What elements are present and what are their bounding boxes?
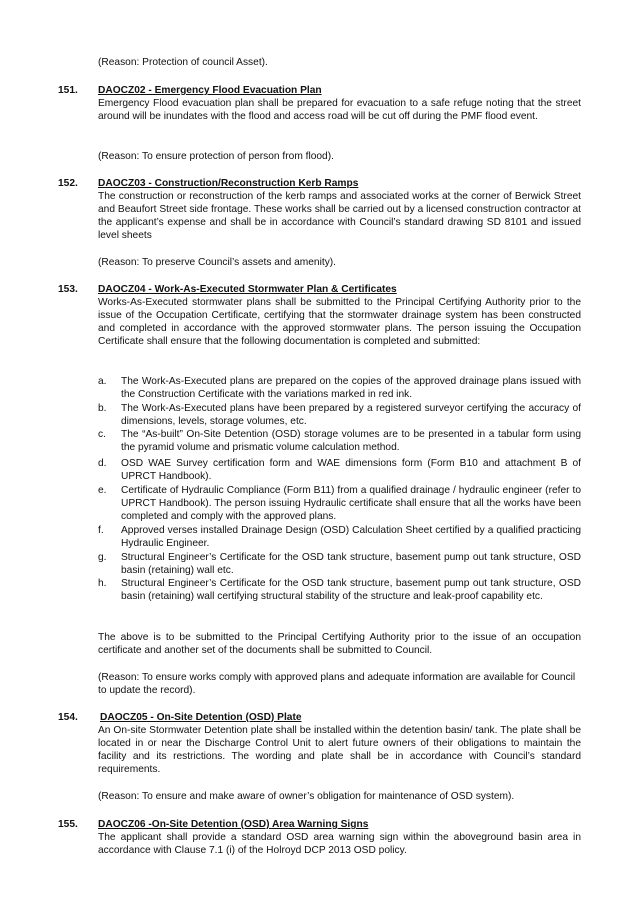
list-item-text: The “As-built” On-Site Detention (OSD) storage volumes are to be presented in a tabular form using the pyramid volume and prismatic volume calculation method. [121, 429, 581, 453]
reason-text: (Reason: To ensure protection of person from flood). [98, 151, 334, 162]
list-item-text: OSD WAE Survey certification form and WAE dimensions form (Form B10 and attachment B of UPRCT Handbook). [121, 458, 581, 482]
condition-body: Works-As-Executed stormwater plans shall be submitted to the Principal Certifying Authority prior to the issue of the Occupation Certificate, certifying that the stormwater drainage system has been constructed and completed in accordance with the approved stormwater plans. The person issuing the Occupation Certificate shall ensure that the following documentation is completed and submitted: [98, 297, 581, 347]
list-item-letter: f. [98, 525, 104, 536]
list-item-letter: b. [98, 403, 107, 414]
reason-text: (Reason: To ensure works comply with approved plans and adequate information are available for Council to update the record). [98, 672, 576, 696]
list-item-letter: g. [98, 552, 107, 563]
condition-number: 152. [58, 178, 78, 189]
list-item-text: Certificate of Hydraulic Compliance (Form B11) from a qualified drainage / hydraulic engineer (refer to UPRCT Handbook). The person issuing Hydraulic certificate shall ensure that all the works have been completed and comply with the approved plans. [121, 485, 581, 522]
reason-text: (Reason: To ensure and make aware of owner’s obligation for maintenance of OSD system). [98, 791, 515, 802]
list-item-text: Approved verses installed Drainage Design (OSD) Calculation Sheet certified by a qualified practicing Hydraulic Engineer. [121, 525, 581, 549]
list-item-text: The Work-As-Executed plans are prepared on the copies of the approved drainage plans issued with the Construction Certificate with the variations marked in red ink. [121, 376, 581, 400]
condition-number: 151. [58, 85, 78, 96]
condition-body: An On-site Stormwater Detention plate shall be installed within the detention basin/ tank. The plate shall be located in or near the Discharge Control Unit to alert future owners of their obligations to maintain the facility and its restrictions. The wording and plate shall be in accordance with Council’s standard requirements. [98, 725, 581, 775]
condition-number: 153. [58, 284, 78, 295]
list-item-letter: h. [98, 578, 107, 589]
condition-after-text: The above is to be submitted to the Principal Certifying Authority prior to the issue of an occupation certificate and another set of the documents shall be submitted to Council. [98, 632, 581, 656]
reason-text: (Reason: To preserve Council’s assets and amenity). [98, 257, 337, 268]
condition-number: 154. [58, 712, 78, 723]
condition-heading: DAOCZ04 - Work-As-Executed Stormwater Plan & Certificates [98, 284, 397, 295]
condition-heading: DAOCZ02 - Emergency Flood Evacuation Plan [98, 85, 322, 96]
list-item-letter: e. [98, 485, 107, 496]
condition-heading: DAOCZ03 - Construction/Reconstruction Kerb Ramps [98, 178, 359, 189]
condition-body: The construction or reconstruction of the kerb ramps and associated works at the corner of Berwick Street and Beaufort Street side frontage. These works shall be carried out by a licensed construction contractor at the applicant’s expense and shall be in accordance with Council’s standard drawing SD 8101 and issued level sheets [98, 191, 581, 241]
reason-text: (Reason: Protection of council Asset). [98, 57, 268, 68]
condition-body: Emergency Flood evacuation plan shall be prepared for evacuation to a safe refuge noting that the street around will be inundates with the flood and access road will be cut off during the PMF flood event. [98, 98, 581, 122]
condition-heading: DAOCZ06 -On-Site Detention (OSD) Area Warning Signs [98, 819, 369, 830]
list-item-letter: d. [98, 458, 107, 469]
condition-number: 155. [58, 819, 78, 830]
list-item-letter: a. [98, 376, 107, 387]
list-item-text: Structural Engineer’s Certificate for the OSD tank structure, basement pump out tank structure, OSD basin (retaining) wall etc. [121, 552, 581, 576]
condition-heading: DAOCZ05 - On-Site Detention (OSD) Plate [100, 712, 302, 723]
list-item-letter: c. [98, 429, 106, 440]
list-item-text: The Work-As-Executed plans have been prepared by a registered surveyor certifying the accuracy of dimensions, levels, storage volumes, etc. [121, 403, 581, 427]
list-item-text: Structural Engineer’s Certificate for the OSD tank structure, basement pump out tank structure, OSD basin (retaining) wall certifying structural stability of the structure and leak-proof capability etc. [121, 578, 581, 602]
condition-body: The applicant shall provide a standard OSD area warning sign within the aboveground basin area in accordance with Clause 7.1 (i) of the Holroyd DCP 2013 OSD policy. [98, 832, 581, 856]
